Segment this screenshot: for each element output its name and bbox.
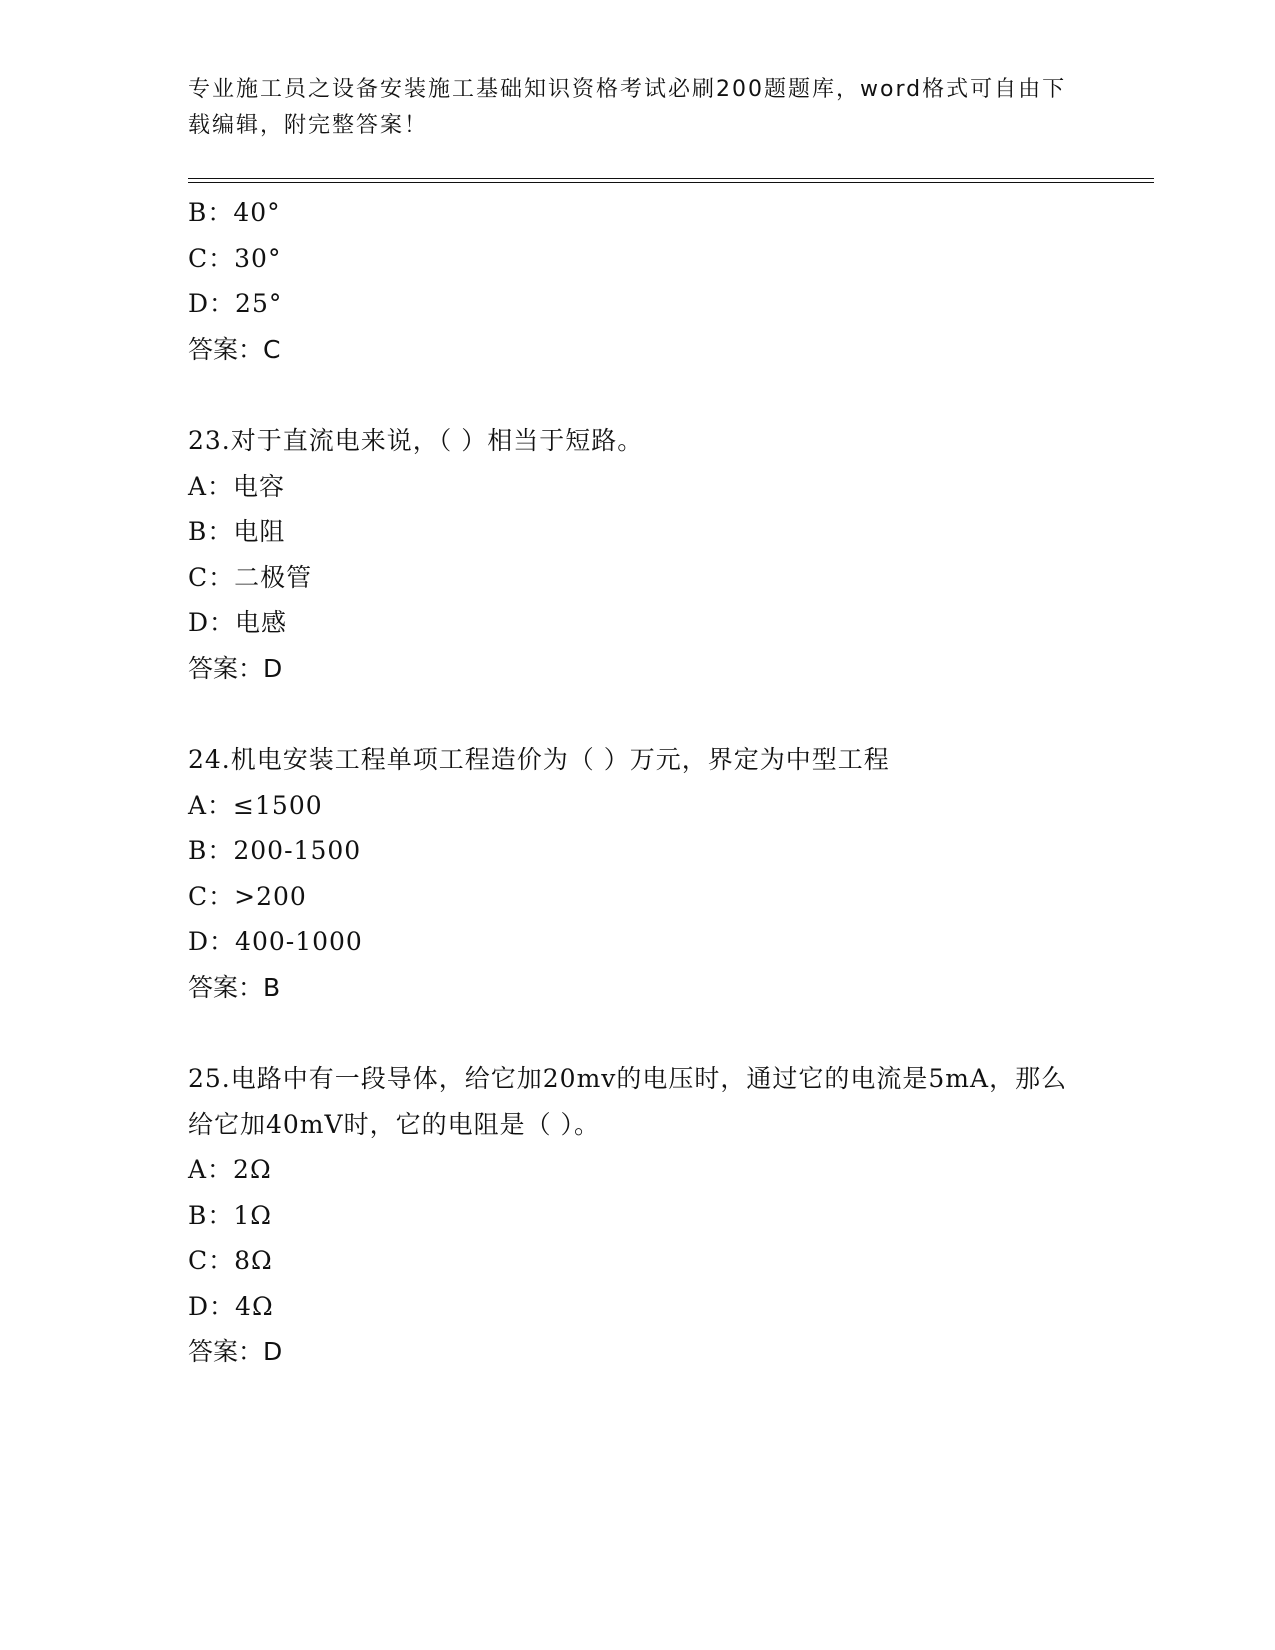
answer-text: 答案：D <box>188 653 283 683</box>
option-b: B：1Ω <box>188 1200 273 1230</box>
option-a: A：2Ω <box>188 1155 272 1184</box>
question-list <box>188 190 1088 1375</box>
option-b: B：200-1500 <box>188 836 362 865</box>
answer-text: 答案：D <box>188 1337 283 1366</box>
spacer <box>188 372 1088 418</box>
option-c: C：>200 <box>188 881 307 911</box>
question-22-tail <box>188 190 1088 372</box>
question-stem: 25.电路中有一段导体，给它加20mv的电压时，通过它的电流是5mA，那么给它加40mV时，它的电阻是（ ）。 <box>188 1064 1068 1139</box>
question-23 <box>188 418 1088 691</box>
option-a: A：≤1500 <box>188 790 323 820</box>
answer-text: 答案：C <box>188 334 281 364</box>
answer-text: 答案：B <box>188 972 281 1002</box>
question-stem: 23.对于直流电来说，（ ）相当于短路。 <box>188 426 644 455</box>
spacer <box>188 691 1088 737</box>
option-a: A：电容 <box>188 471 286 501</box>
option-c: C：8Ω <box>188 1246 273 1275</box>
header-divider-top <box>188 178 1154 179</box>
spacer <box>188 1010 1088 1056</box>
option-d: D：4Ω <box>188 1291 274 1321</box>
option-c: C：二极管 <box>188 562 313 592</box>
header-divider-bottom <box>188 182 1154 183</box>
option-c: C：30° <box>188 243 282 273</box>
option-d: D：电感 <box>188 608 288 637</box>
option-b: B：电阻 <box>188 517 286 546</box>
option-b: B：40° <box>188 198 281 227</box>
question-stem: 24.机电安装工程单项工程造价为（ ）万元，界定为中型工程 <box>188 745 890 774</box>
option-d: D：400-1000 <box>188 927 363 956</box>
question-24 <box>188 737 1088 1010</box>
document-header: 专业施工员之设备安装施工基础知识资格考试必刷200题题库，word格式可自由下载编辑，附完整答案！ <box>188 77 1067 138</box>
option-d: D：25° <box>188 289 283 318</box>
question-25 <box>188 1056 1088 1375</box>
